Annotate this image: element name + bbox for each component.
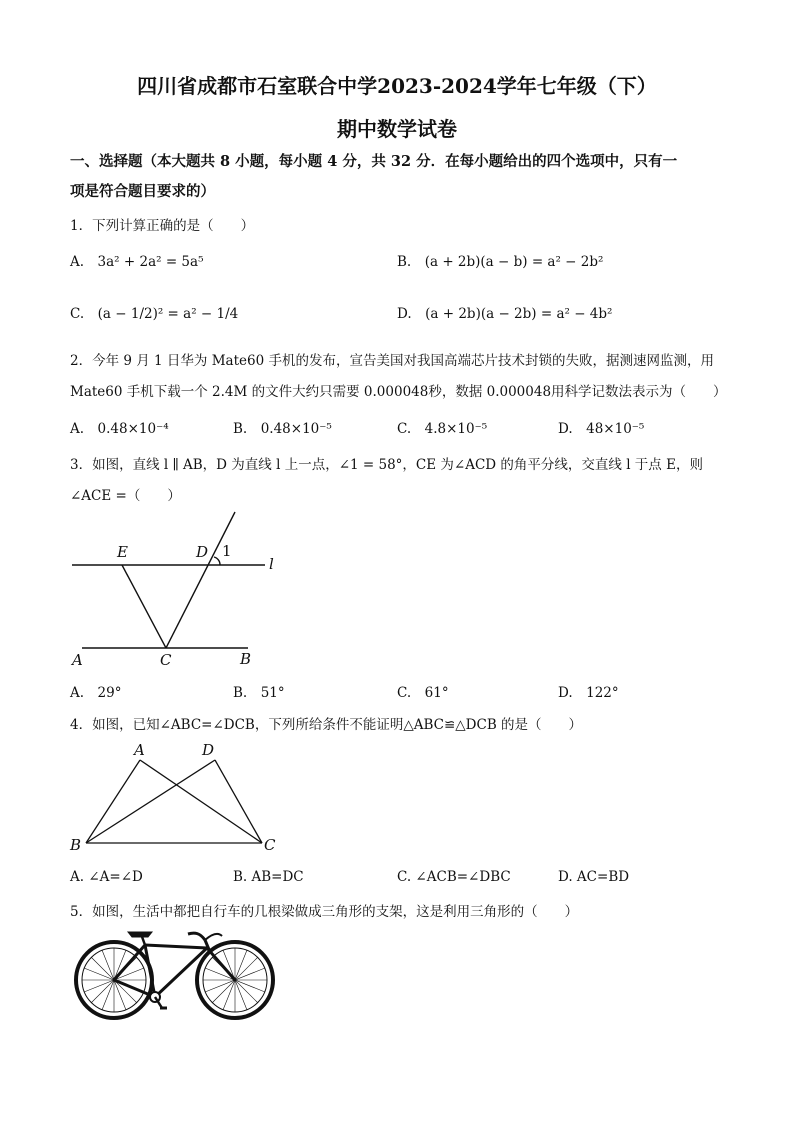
q4-label-d: D bbox=[202, 741, 215, 759]
q1-stem: 1．下列计算正确的是（ ） bbox=[70, 218, 255, 234]
q3-label-d: D bbox=[196, 543, 209, 561]
q1-option-a: A. 3a² + 2a² = 5a⁵ bbox=[70, 254, 204, 270]
q3-label-e: E bbox=[117, 543, 128, 561]
q3-segment-ce bbox=[122, 565, 166, 648]
q4-stem: 4．如图，已知∠ABC=∠DCB，下列所给条件不能证明△ABC≌△DCB 的是（ ） bbox=[70, 717, 583, 733]
q4-segment-ba bbox=[86, 760, 140, 843]
q4-option-d: D. AC=BD bbox=[558, 869, 630, 885]
q5-stem: 5．如图，生活中都把自行车的几根梁做成三角形的支架，这是利用三角形的（ ） bbox=[70, 904, 579, 920]
q3-option-d: D. 122° bbox=[558, 685, 619, 701]
page-subtitle: 期中数学试卷 bbox=[337, 117, 457, 141]
q3-option-c: C. 61° bbox=[397, 685, 449, 701]
q4-segment-dc bbox=[215, 760, 262, 843]
q1-option-c: C. (a − 1/2)² = a² − 1/4 bbox=[70, 306, 239, 322]
q1-option-d: D. (a + 2b)(a − 2b) = a² − 4b² bbox=[397, 306, 613, 322]
q2-option-b: B. 0.48×10⁻⁵ bbox=[233, 421, 332, 437]
q2-option-d: D. 48×10⁻⁵ bbox=[558, 421, 645, 437]
q2-stem-line1: 2．今年 9 月 1 日华为 Mate60 手机的发布，宣告美国对我国高端芯片技术封锁的失败，据测速网监测，用 bbox=[70, 353, 714, 369]
q4-option-a: A. ∠A=∠D bbox=[70, 869, 143, 885]
page-title: 四川省成都市石室联合中学2023-2024学年七年级（下） bbox=[137, 74, 657, 98]
q3-stem-line2: ∠ACE =（ ） bbox=[70, 488, 181, 504]
section-header-line2: 项是符合题目要求的） bbox=[70, 183, 215, 200]
q2-option-a: A. 0.48×10⁻⁴ bbox=[70, 421, 169, 437]
q4-label-b: B bbox=[70, 836, 82, 854]
q3-label-1: 1 bbox=[222, 542, 232, 560]
q4-option-c: C. ∠ACB=∠DBC bbox=[397, 869, 511, 885]
q2-option-c: C. 4.8×10⁻⁵ bbox=[397, 421, 488, 437]
q1-option-b: B. (a + 2b)(a − b) = a² − 2b² bbox=[397, 254, 604, 270]
q4-segment-ac bbox=[140, 760, 262, 843]
q3-label-c: C bbox=[160, 651, 172, 669]
q4-option-b: B. AB=DC bbox=[233, 869, 304, 885]
q3-label-b: B bbox=[240, 650, 252, 668]
q4-label-a: A bbox=[134, 741, 145, 759]
q3-label-a: A bbox=[72, 651, 83, 669]
q4-segment-bd bbox=[86, 760, 215, 843]
q2-stem-line2: Mate60 手机下载一个 2.4M 的文件大约只需要 0.000048秒，数据 0.000048用科学记数法表示为（ ） bbox=[70, 384, 727, 400]
q3-angle-1-arc bbox=[214, 557, 220, 565]
q3-option-b: B. 51° bbox=[233, 685, 285, 701]
q4-label-c: C bbox=[264, 836, 276, 854]
q3-option-a: A. 29° bbox=[70, 685, 122, 701]
section-header-line1: 一、选择题（本大题共 8 小题，每小题 4 分，共 32 分．在每小题给出的四个选项中，只有一 bbox=[70, 153, 678, 170]
q3-label-l: l bbox=[269, 555, 274, 573]
q3-stem-line1: 3．如图，直线 l ∥ AB，D 为直线 l 上一点，∠1 = 58°，CE 为∠ACD 的角平分线，交直线 l 于点 E，则 bbox=[70, 457, 703, 473]
q3-line-cd bbox=[166, 512, 235, 648]
